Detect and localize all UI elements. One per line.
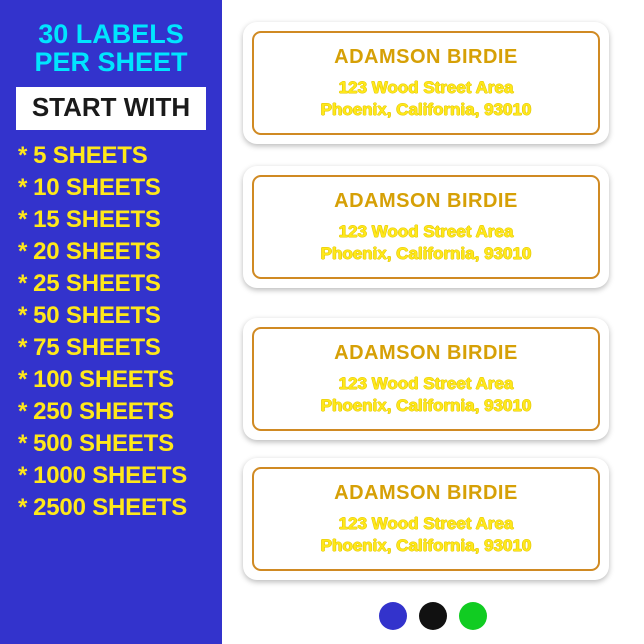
- bullet-icon: *: [18, 493, 28, 521]
- label-address-line-1: 123 Wood Street Area: [338, 374, 514, 394]
- list-item[interactable]: [8, 332, 214, 364]
- headline: [34, 20, 187, 77]
- label-address-line-2: Phoenix, California, 93010: [320, 243, 532, 263]
- label-address-line-1: 123 Wood Street Area: [338, 514, 514, 534]
- quantity-label: 20 SHEETS: [33, 237, 161, 265]
- label-recipient-name: ADAMSON BIRDIE: [334, 342, 518, 365]
- black-swatch[interactable]: [419, 602, 447, 630]
- label-recipient-name: ADAMSON BIRDIE: [334, 46, 518, 69]
- quantity-label: 100 SHEETS: [33, 365, 174, 393]
- label-recipient-name: ADAMSON BIRDIE: [334, 482, 518, 505]
- quantity-label: 5 SHEETS: [33, 141, 148, 169]
- list-item[interactable]: [8, 492, 214, 524]
- list-item[interactable]: [8, 364, 214, 396]
- quantity-label: 50 SHEETS: [33, 301, 161, 329]
- label-border: [252, 175, 600, 279]
- color-swatch-row: [222, 602, 644, 630]
- bullet-icon: *: [18, 365, 28, 393]
- label-address-line-2: Phoenix, California, 93010: [320, 395, 532, 415]
- list-item[interactable]: [8, 140, 214, 172]
- quantity-label: 2500 SHEETS: [33, 493, 188, 521]
- list-item[interactable]: [8, 268, 214, 300]
- list-item[interactable]: [8, 396, 214, 428]
- blue-swatch[interactable]: [379, 602, 407, 630]
- address-label: [243, 166, 609, 288]
- label-preview-area: [222, 0, 644, 644]
- address-label: [243, 318, 609, 440]
- quantity-label: 75 SHEETS: [33, 333, 161, 361]
- label-address-line-2: Phoenix, California, 93010: [320, 535, 532, 555]
- label-recipient-name: ADAMSON BIRDIE: [334, 190, 518, 213]
- label-address: [321, 221, 532, 264]
- label-address: [321, 513, 532, 556]
- list-item[interactable]: [8, 204, 214, 236]
- bullet-icon: *: [18, 397, 28, 425]
- quantity-label: 15 SHEETS: [33, 205, 161, 233]
- list-item[interactable]: [8, 172, 214, 204]
- label-border: [252, 327, 600, 431]
- bullet-icon: *: [18, 429, 28, 457]
- bullet-icon: *: [18, 141, 28, 169]
- label-border: [252, 31, 600, 135]
- bullet-icon: *: [18, 333, 28, 361]
- bullet-icon: *: [18, 269, 28, 297]
- quantity-label: 10 SHEETS: [33, 173, 161, 201]
- list-item[interactable]: [8, 300, 214, 332]
- bullet-icon: *: [18, 205, 28, 233]
- address-label: [243, 22, 609, 144]
- quantity-label: 250 SHEETS: [33, 397, 174, 425]
- label-address-line-2: Phoenix, California, 93010: [320, 99, 532, 119]
- label-address: [321, 373, 532, 416]
- label-address: [321, 77, 532, 120]
- headline-line-2: PER SHEET: [34, 47, 188, 78]
- address-label: [243, 458, 609, 580]
- headline-line-1: 30 LABELS: [38, 19, 184, 49]
- bullet-icon: *: [18, 301, 28, 329]
- bullet-icon: *: [18, 237, 28, 265]
- left-info-panel: [0, 0, 222, 644]
- quantity-list: [8, 140, 214, 524]
- quantity-label: 500 SHEETS: [33, 429, 174, 457]
- label-border: [252, 467, 600, 571]
- green-swatch[interactable]: [459, 602, 487, 630]
- label-address-line-1: 123 Wood Street Area: [338, 222, 514, 242]
- label-address-line-1: 123 Wood Street Area: [338, 78, 514, 98]
- bullet-icon: *: [18, 461, 28, 489]
- quantity-label: 25 SHEETS: [33, 269, 161, 297]
- list-item[interactable]: [8, 460, 214, 492]
- bullet-icon: *: [18, 173, 28, 201]
- list-item[interactable]: [8, 428, 214, 460]
- list-item[interactable]: [8, 236, 214, 268]
- quantity-label: 1000 SHEETS: [33, 461, 188, 489]
- start-with-badge: START WITH: [16, 87, 206, 130]
